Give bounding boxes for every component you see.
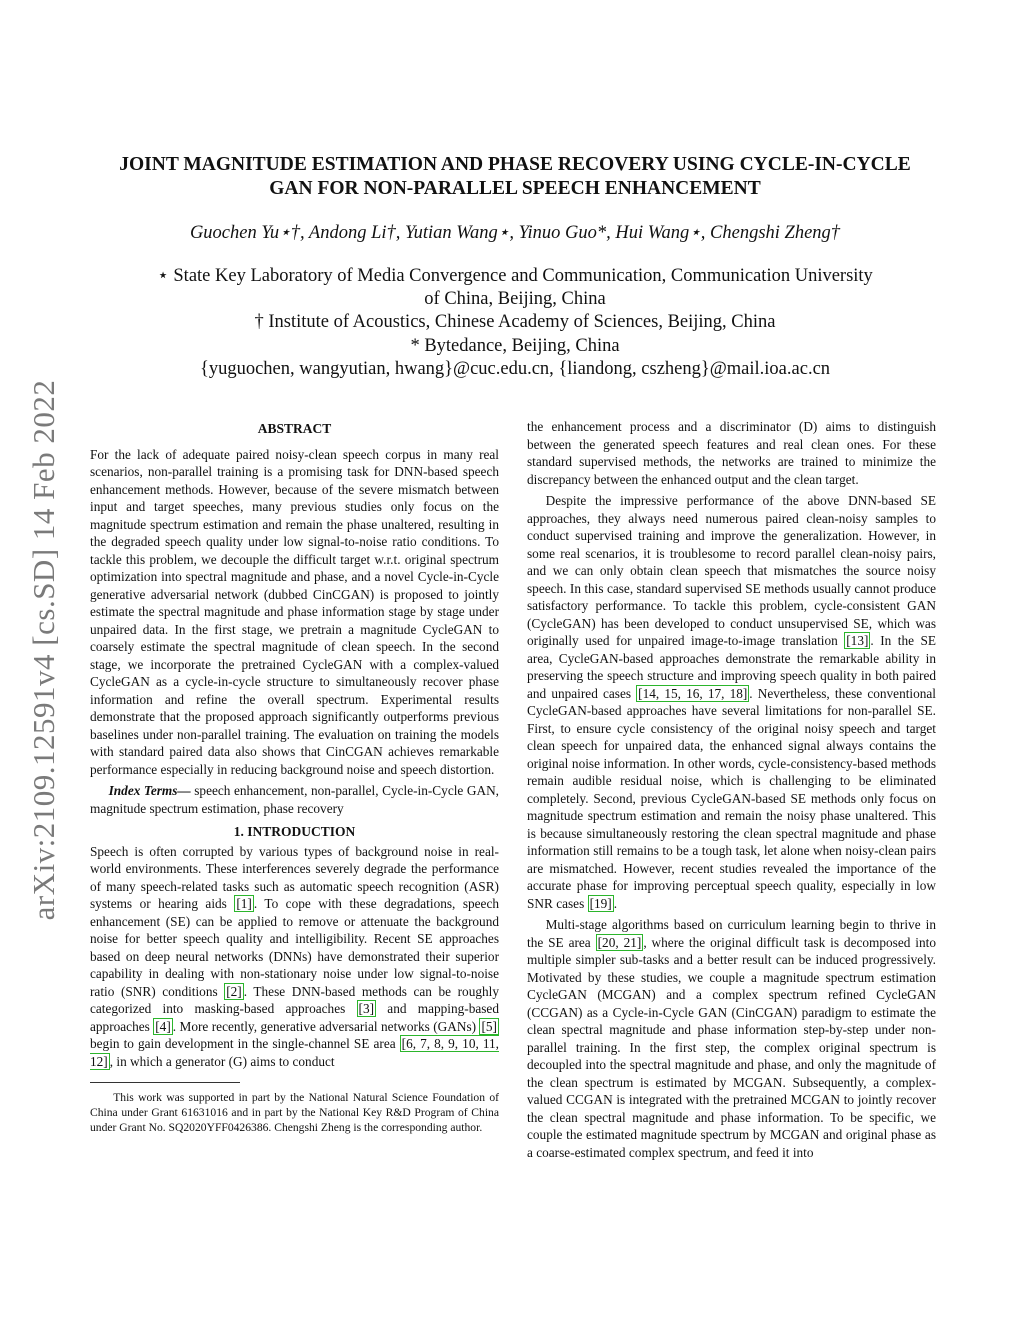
intro-text: and mapping-based approaches (90, 1001, 499, 1034)
body-text: Multi-stage algorithms based on curriculum learning begin to thrive in the SE area (527, 917, 936, 950)
title-line-2: GAN FOR NON-PARALLEL SPEECH ENHANCEMENT (269, 178, 761, 199)
citation-link[interactable]: [1] (236, 896, 252, 911)
affiliation-line-2: of China, Beijing, China (424, 289, 606, 310)
paper-title (90, 153, 940, 201)
arxiv-id: arXiv:2109.12591v4 [cs.SD] 14 Feb 2022 (26, 379, 61, 921)
intro-text: Speech is often corrupted by various types of background noise in real-world environments. These interferences severely degrade the performance of many speech-related tasks such as automatic speech recognition (ASR) systems or hearing aids (90, 843, 499, 911)
title-line-1: JOINT MAGNITUDE ESTIMATION AND PHASE RECOVERY USING CYCLE-IN-CYCLE (119, 154, 911, 175)
body-paragraph: the enhancement process and a discriminator (D) aims to distinguish between the generated speech features and real clean ones. For these standard supervised methods, the networks are trained to minimize the discrepancy between the enhanced output and the clean target. (527, 419, 936, 487)
author-list: Guochen Yu⋆†, Andong Li†, Yutian Wang⋆, Yinuo Guo*, Hui Wang⋆, Chengshi Zheng† (189, 223, 841, 243)
right-column (527, 418, 936, 1161)
intro-text: begin to gain development in the single-channel SE area (90, 1036, 400, 1051)
citation-link[interactable]: [5] (481, 1018, 497, 1034)
citation-link[interactable]: [4] (155, 1018, 171, 1034)
affiliation-line-1: ⋆ State Key Laboratory of Media Convergence and Communication, Communication University (157, 266, 873, 286)
introduction-paragraph (90, 843, 499, 1071)
footnote: This work was supported in part by the National Natural Science Foundation of China under Grant 61631016 and in part by the National Key R&D Program of China under Grant No. SQ2020YFF0426386. Chengshi Zheng is the corresponding author. (90, 1091, 499, 1134)
citation-link[interactable]: [2] (226, 983, 242, 999)
citation-link[interactable]: [3] (358, 1001, 375, 1016)
intro-text: . To cope with these degradations, speech enhancement (SE) can be applied to remove or attenuate the background noise for better speech quality and intelligibility. Recent SE approaches based on deep neural networks (DNNs) have demonstrated their superior capability in dealing with non-stationary noise under low signal-to-noise ratio (SNR) conditions (90, 896, 499, 999)
body-text: , where the original difficult task is decomposed into multiple simpler sub-tasks and a better result can be induced progressively. Motivated by these studies, we couple a magnitude spectrum estimation CycleGAN (MCGAN) and a complex spectrum refined CycleGAN (CCGAN) as a Cycle-in-Cycle GAN (CinCGAN) paradigm to estimate the clean spectral magnitude and phase information step-by-step under non-parallel training. In the first step, the complex original spectrum is decoupled into the spectral magnitude and phase, and only the magnitude of the clean spectrum is estimated by MCGAN. Subsequently, a complex-valued CCGAN is integrated with the pretrained MCGAN to jointly recover the clean spectral magnitude and phase information. To be specific, we couple the estimated magnitude spectrum by MCGAN and original phase as a coarse-estimated complex spectrum, and feed it into (527, 934, 936, 1160)
body-text: . In the SE area, CycleGAN-based approaches demonstrate the remarkable ability in preserving the speech structure and improving speech quality in both paired and unpaired cases (527, 633, 936, 701)
body-text: Despite the impressive performance of the above DNN-based SE approaches, they always need numerous paired clean-noisy samples to conduct supervised training and improve the generalization. However, in some real scenarios, it is troublesome to record parallel clean-noisy pairs, and we can only obtain clean speech that mismatches the source noisy speech. In this case, standard supervised SE methods usually cannot produce satisfactory performance. To tackle this problem, cycle-consistent GAN (CycleGAN) has been developed to conduct unsupervised SE, which was originally used for unpaired image-to-image translation (527, 493, 936, 648)
citation-link[interactable]: [6, 7, 8, 9, 10, 11, 12] (90, 1036, 499, 1069)
affiliations (90, 265, 940, 381)
intro-text: , in which a generator (G) aims to conduct (109, 1053, 335, 1069)
abstract-heading: ABSTRACT (257, 421, 332, 436)
footnote-rule (90, 1082, 240, 1083)
intro-text: . More recently, generative adversarial networks (GANs) (172, 1018, 480, 1034)
author-emails: {yuguochen, wangyutian, hwang}@cuc.edu.cn, {liandong, cszheng}@mail.ioa.ac.cn (199, 358, 831, 379)
introduction-heading: 1. INTRODUCTION (233, 824, 356, 839)
citation-link[interactable]: [20, 21] (597, 934, 642, 950)
index-terms-text: speech enhancement, non-parallel, Cycle-in-Cycle GAN, magnitude spectrum estimation, phase recovery (90, 783, 499, 816)
arxiv-sidebar (14, 340, 74, 960)
affiliation-line-3: † Institute of Acoustics, Chinese Academy of Sciences, Beijing, China (254, 312, 776, 333)
affiliation-line-4: * Bytedance, Beijing, China (410, 335, 620, 356)
left-column (90, 418, 499, 1135)
abstract-text: For the lack of adequate paired noisy-clean speech corpus in many real scenarios, non-parallel training is a promising task for DNN-based speech enhancement methods. However, because of the severe mismatch between input and target speeches, many previous studies only focus on the magnitude spectrum estimation and remain the phase unaltered, resulting in the degraded speech quality under low signal-to-noise ratio conditions. To tackle this problem, we decouple the difficult target w.r.t. original spectrum optimization into spectral magnitude and phase, and a novel Cycle-in-Cycle generative adversarial network (dubbed CinCGAN) is proposed to jointly estimate the spectral magnitude and phase information stage by stage under unpaired data. In the first stage, we pretrain a magnitude CycleGAN to coarsely estimate the spectral magnitude of clean speech. In the second stage, we incorporate the pretrained CycleGAN with a complex-valued CycleGAN as a cycle-in-cycle structure to simultaneously recover phase information and refine the overall spectrum. Experimental results demonstrate that the proposed approach significantly outperforms previous baselines under non-parallel training. The evaluation on training the models with standard paired data also shows that CinCGAN achieves remarkable performance especially in reducing background noise and speech distortion. (90, 446, 499, 777)
intro-text: . These DNN-based methods can be roughly categorized into masking-based approaches (90, 983, 499, 1016)
index-terms-label: Index Terms— (108, 783, 191, 798)
citation-link[interactable]: [19] (589, 895, 612, 911)
body-text: . (613, 895, 618, 911)
body-paragraph (527, 916, 936, 1161)
citation-link[interactable]: [14, 15, 16, 17, 18] (638, 685, 748, 701)
citation-link[interactable]: [13] (846, 633, 869, 648)
body-text: . Nevertheless, these conventional CycleGAN-based approaches have several limitations for non-parallel SE. First, to ensure cycle consistency of the original noisy speech and target clean speech for unpaired data, the enhanced signal always contains the original noise information. In other words, cycle-consistency-based methods remain audible residual noise, which is challenging to be eliminated completely. Second, previous CycleGAN-based SE methods only focus on magnitude spectrum estimation and remain the noisy phase unaltered. This is because simultaneously restoring the clean spectral magnitude and phase information still remains to be a tough task, let alone when noisy-clean pairs are mismatched. However, recent studies revealed the importance of the accurate phase for improving perceptual speech quality, especially in low SNR cases (527, 685, 936, 911)
index-terms (90, 782, 499, 817)
body-paragraph (527, 492, 936, 912)
